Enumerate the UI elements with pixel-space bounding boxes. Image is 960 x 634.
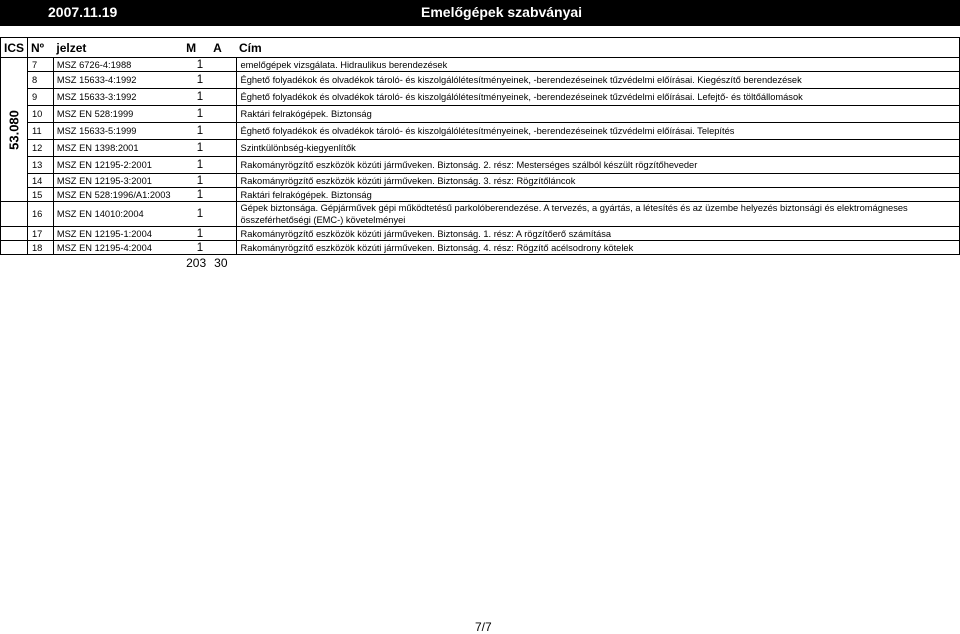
table-row [1, 58, 960, 72]
row-number: 8 [28, 72, 54, 89]
table-row [1, 241, 960, 255]
row-number: 16 [28, 202, 54, 227]
column-header-m: M [183, 38, 210, 58]
standard-title: Rakományrögzítő eszközök közúti járműveken. Biztonság. 3. rész: Rögzítőláncok [236, 174, 959, 188]
column-header-jelzet: jelzet [53, 38, 183, 58]
row-number: 13 [28, 157, 54, 174]
row-number: 11 [28, 123, 54, 140]
ics-blank-cell [1, 202, 28, 227]
standard-title: Rakományrögzítő eszközök közúti járműveken. Biztonság. 1. rész: A rögzítőerő számítása [236, 227, 959, 241]
standard-code: MSZ 15633-4:1992 [53, 72, 183, 89]
ics-blank-cell [1, 227, 28, 241]
total-a: 30 [214, 256, 228, 271]
table-row [1, 174, 960, 188]
table-row [1, 89, 960, 106]
row-a-value [210, 241, 236, 255]
row-a-value [210, 106, 236, 123]
column-header-cim: Cím [236, 38, 959, 58]
table-row [1, 188, 960, 202]
total-m: 203 [186, 256, 207, 271]
table-row [1, 227, 960, 241]
table-row [1, 157, 960, 174]
row-a-value [210, 188, 236, 202]
row-number: 10 [28, 106, 54, 123]
standard-code: MSZ EN 12195-1:2004 [53, 227, 183, 241]
ics-blank-cell [1, 241, 28, 255]
row-a-value [210, 58, 236, 72]
row-m-value: 1 [183, 89, 210, 106]
row-m-value: 1 [183, 227, 210, 241]
standard-code: MSZ EN 12195-4:2004 [53, 241, 183, 255]
row-number: 7 [28, 58, 54, 72]
row-number: 12 [28, 140, 54, 157]
table-header-row [1, 38, 960, 58]
standard-code: MSZ EN 1398:2001 [53, 140, 183, 157]
table-row [1, 72, 960, 89]
row-number: 15 [28, 188, 54, 202]
ics-code-cell [1, 58, 28, 202]
row-a-value [210, 140, 236, 157]
row-m-value: 1 [183, 140, 210, 157]
standard-code: MSZ EN 12195-3:2001 [53, 174, 183, 188]
row-a-value [210, 123, 236, 140]
header-title: Emelőgépek szabványai [421, 4, 583, 20]
column-header-no: Nº [28, 38, 54, 58]
blank-cell [53, 255, 183, 272]
row-a-value [210, 174, 236, 188]
row-a-value [210, 157, 236, 174]
row-m-value: 1 [183, 241, 210, 255]
table-row [1, 123, 960, 140]
column-header-a: A [210, 38, 236, 58]
row-a-value [210, 202, 236, 227]
standard-code: MSZ 15633-3:1992 [53, 89, 183, 106]
standard-title: Szintkülönbség-kiegyenlítők [236, 140, 959, 157]
row-m-value: 1 [183, 174, 210, 188]
row-m-value: 1 [183, 188, 210, 202]
blank-cell [236, 255, 959, 272]
standard-title: Raktári felrakógépek. Biztonság [236, 188, 959, 202]
row-number: 14 [28, 174, 54, 188]
row-m-value: 1 [183, 157, 210, 174]
page-header [0, 0, 960, 26]
table-row [1, 140, 960, 157]
standard-title: emelőgépek vizsgálata. Hidraulikus berendezések [236, 58, 959, 72]
ics-code: 53.080 [6, 109, 22, 150]
row-m-value: 1 [183, 106, 210, 123]
totals-row [1, 255, 960, 272]
standard-code: MSZ EN 528:1999 [53, 106, 183, 123]
row-m-value: 1 [183, 202, 210, 227]
header-date: 2007.11.19 [48, 4, 118, 20]
standard-title [236, 202, 959, 227]
standard-code: MSZ EN 12195-2:2001 [53, 157, 183, 174]
page-number: 7/7 [475, 620, 492, 634]
table-row [1, 202, 960, 227]
row-a-value [210, 72, 236, 89]
standard-title-text: Gépek biztonsága. Gépjárművek gépi működtetésű parkolóberendezése. A tervezés, a gyártás, a létesítés és az üzembe helyezés biztonsági és elektromágneses összeférhetőségi (EMC-) követelményei [240, 203, 908, 225]
row-a-value [210, 89, 236, 106]
row-number: 17 [28, 227, 54, 241]
standard-code: MSZ 15633-5:1999 [53, 123, 183, 140]
standard-title: Éghető folyadékok és olvadékok tároló- és kiszolgálólétesítményeinek, -berendezéseinek tűzvédelmi előírásai. Kiegészítő berendezések [236, 72, 959, 89]
row-m-value: 1 [183, 58, 210, 72]
standard-code: MSZ EN 528:1996/A1:2003 [53, 188, 183, 202]
standard-code: MSZ EN 14010:2004 [53, 202, 183, 227]
row-a-value [210, 227, 236, 241]
standard-title: Rakományrögzítő eszközök közúti járműveken. Biztonság. 2. rész: Mesterséges szálból készült rögzítőheveder [236, 157, 959, 174]
column-header-ics: ICS [1, 38, 28, 58]
standards-table [0, 37, 960, 272]
row-number: 9 [28, 89, 54, 106]
row-m-value: 1 [183, 72, 210, 89]
standard-title: Rakományrögzítő eszközök közúti járműveken. Biztonság. 4. rész: Rögzítő acélsodrony kötelek [236, 241, 959, 255]
standard-title: Éghető folyadékok és olvadékok tároló- és kiszolgálólétesítményeinek, -berendezéseinek tűzvédelmi előírásai. Telepítés [236, 123, 959, 140]
standard-title: Éghető folyadékok és olvadékok tároló- és kiszolgálólétesítményeinek, -berendezéseinek tűzvédelmi előírásai. Lefejtő- és töltőállomások [236, 89, 959, 106]
blank-cell [1, 255, 28, 272]
standard-title: Raktári felrakógépek. Biztonság [236, 106, 959, 123]
standard-code: MSZ 6726-4:1988 [53, 58, 183, 72]
row-number: 18 [28, 241, 54, 255]
row-m-value: 1 [183, 123, 210, 140]
blank-cell [28, 255, 54, 272]
table-row [1, 106, 960, 123]
